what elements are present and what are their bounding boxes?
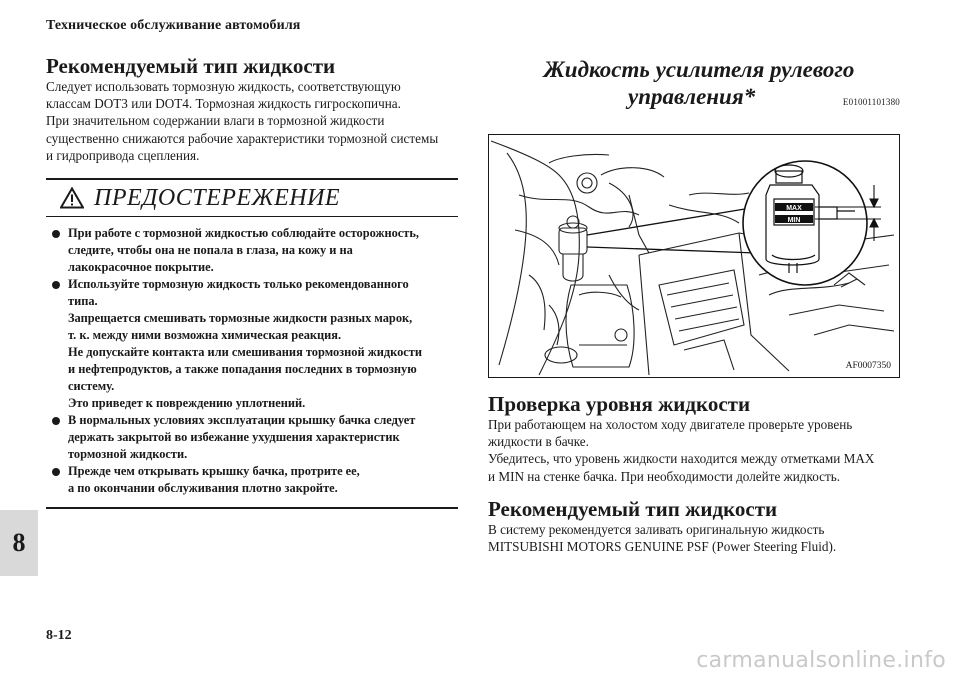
warning-line: т. к. между ними возможна химическая реакция. bbox=[68, 328, 342, 343]
section-heading-recommended-brake-fluid: Рекомендуемый тип жидкости bbox=[46, 54, 336, 78]
brake-fluid-paragraph bbox=[46, 78, 458, 164]
warning-line: Не допускайте контакта или смешивания тормозной жидкости bbox=[68, 345, 422, 360]
recommended-psf-section bbox=[488, 497, 900, 555]
warning-line: Используйте тормозную жидкость только рекомендованного bbox=[68, 277, 409, 292]
paragraph-line: Следует использовать тормозную жидкость, соответствующую bbox=[46, 79, 401, 94]
warning-line: следите, чтобы она не попала в глаза, на кожу и на bbox=[68, 243, 353, 258]
section-heading-level-check: Проверка уровня жидкости bbox=[488, 392, 751, 416]
warning-item bbox=[46, 225, 458, 276]
chapter-number: 8 bbox=[12, 528, 26, 557]
min-label: MIN bbox=[787, 217, 801, 224]
warning-box bbox=[46, 178, 458, 509]
section-code: E01001101380 bbox=[842, 97, 900, 107]
recommended-psf-paragraph bbox=[488, 521, 900, 555]
warning-line: Запрещается смешивать тормозные жидкости разных марок, bbox=[68, 311, 413, 326]
warning-list bbox=[46, 217, 458, 507]
paragraph-line: При работающем на холостом ходу двигателе проверьте уровень bbox=[488, 417, 853, 432]
warning-triangle-icon bbox=[60, 187, 84, 209]
bullet-icon bbox=[52, 417, 60, 425]
page-number: 8-12 bbox=[46, 628, 72, 643]
paragraph-line: классам DOT3 или DOT4. Тормозная жидкость гигроскопична. bbox=[46, 96, 401, 112]
warning-line: держать закрытой во избежание ухудшения характеристик bbox=[68, 430, 400, 445]
warning-line: и нефтепродуктов, а также попадания последних в тормозную bbox=[68, 362, 417, 377]
paragraph-line: и MIN на стенке бачка. При необходимости долейте жидкость. bbox=[488, 468, 841, 484]
left-column bbox=[46, 54, 458, 509]
paragraph-line: В систему рекомендуется заливать оригинальную жидкость bbox=[488, 521, 825, 537]
paragraph-line: существенно снижаются рабочие характеристики тормозной системы bbox=[46, 130, 439, 146]
engine-bay-figure bbox=[488, 134, 900, 378]
engine-bay-illustration bbox=[489, 135, 899, 377]
max-label: MAX bbox=[786, 205, 802, 212]
warning-item bbox=[46, 412, 458, 463]
chapter-tab bbox=[0, 510, 38, 576]
warning-line: тормозной жидкости. bbox=[68, 447, 188, 462]
section-title-power-steering-line1: Жидкость усилителя рулевого bbox=[543, 57, 855, 82]
figure-id: AF0007350 bbox=[845, 361, 891, 371]
paragraph-line: MITSUBISHI MOTORS GENUINE PSF (Power Steering Fluid). bbox=[488, 539, 837, 555]
warning-line: В нормальных условиях эксплуатации крышку бачка следует bbox=[68, 413, 416, 428]
level-check-paragraph bbox=[488, 416, 900, 485]
paragraph-line: Убедитесь, что уровень жидкости находится между отметками MAX bbox=[488, 451, 875, 467]
running-head: Техническое обслуживание автомобиля bbox=[46, 18, 301, 33]
bullet-icon bbox=[52, 281, 60, 289]
section-heading-recommended-psf: Рекомендуемый тип жидкости bbox=[488, 496, 778, 521]
warning-line: Прежде чем открывать крышку бачка, протрите ее, bbox=[68, 464, 360, 479]
bullet-icon bbox=[52, 230, 60, 238]
right-column bbox=[488, 56, 900, 555]
paragraph-line: и гидропривода сцепления. bbox=[46, 147, 200, 163]
fluid-level-check-section bbox=[488, 392, 900, 485]
section-title-power-steering-line2: управления* bbox=[628, 84, 756, 109]
paragraph-line: При значительном содержании влаги в тормозной жидкости bbox=[46, 113, 385, 129]
warning-item bbox=[46, 463, 458, 497]
warning-line: Это приведет к повреждению уплотнений. bbox=[68, 396, 306, 411]
warning-line: При работе с тормозной жидкостью соблюдайте осторожность, bbox=[68, 226, 420, 241]
bullet-icon bbox=[52, 468, 60, 476]
warning-title: ПРЕДОСТЕРЕЖЕНИЕ bbox=[94, 184, 341, 211]
title-code-row bbox=[488, 84, 900, 112]
warning-line: систему. bbox=[68, 379, 115, 394]
watermark: carmanualsonline.info bbox=[696, 648, 946, 673]
paragraph-line: жидкости в бачке. bbox=[488, 434, 589, 450]
warning-header bbox=[46, 180, 458, 217]
warning-line: лакокрасочное покрытие. bbox=[68, 260, 214, 275]
warning-line: типа. bbox=[68, 294, 98, 309]
warning-line: а по окончании обслуживания плотно закройте. bbox=[68, 481, 338, 496]
warning-item bbox=[46, 276, 458, 412]
